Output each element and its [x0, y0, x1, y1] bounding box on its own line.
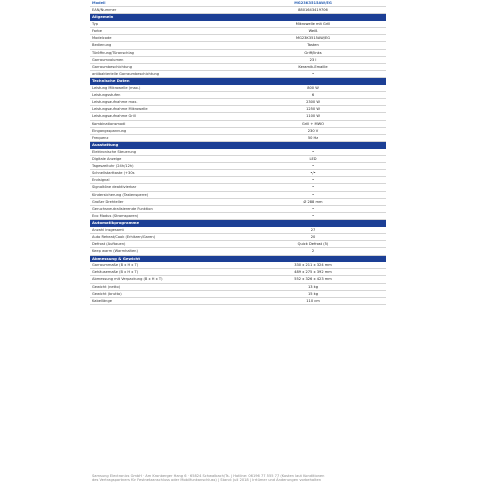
- spec-row-4-5: [90, 298, 386, 305]
- spec-row-1-5: [90, 121, 386, 128]
- spec-row-2-3: [90, 170, 386, 177]
- spec-row-3-0: [90, 227, 386, 234]
- spec-label: Leistungsaufnahme Grill: [92, 114, 136, 119]
- spec-sheet: [90, 0, 386, 305]
- spec-label: Leistungsstufen: [92, 92, 121, 97]
- spec-label: Abmessung mit Verpackung (B x H x T): [92, 277, 163, 282]
- spec-row-3-1: [90, 234, 386, 241]
- spec-label: Frequenz: [92, 135, 109, 140]
- model-value: MG23K3515AW/EG: [294, 1, 332, 5]
- spec-label: antibakterielle Garraumbeschichtung: [92, 72, 160, 77]
- spec-label: EAN/Nummer: [92, 8, 117, 13]
- model-row: [90, 0, 386, 7]
- spec-value: Mikrowelle mit Grill: [295, 21, 331, 26]
- top-rows: [90, 7, 386, 14]
- spec-label: Keep warm (Warmhalten): [92, 249, 138, 254]
- spec-row-2-6: [90, 192, 386, 199]
- spec-value: •: [311, 178, 315, 183]
- spec-label: Garraumbeschichtung: [92, 64, 132, 69]
- spec-row-2-8: [90, 206, 386, 213]
- spec-value: 1100 W: [306, 114, 320, 119]
- section-header: Automatikprogramme: [90, 220, 386, 226]
- spec-row-1-0: [90, 85, 386, 92]
- spec-value: 110 cm: [306, 298, 320, 303]
- spec-label: Defrost (Auftauen): [92, 242, 126, 247]
- spec-label: Kombinationsmodi: [92, 121, 126, 126]
- spec-label: Schnellstarttaste (+30s: [92, 171, 135, 176]
- section-header: Technische Daten: [90, 78, 386, 84]
- spec-label: Endsignal: [92, 178, 110, 183]
- spec-label: Bedienung: [92, 43, 112, 48]
- spec-value: 2300 W: [306, 100, 320, 105]
- spec-label: Signaltöne deaktivierbar: [92, 185, 137, 190]
- spec-row-1-3: [90, 106, 386, 113]
- spec-value: 20: [310, 235, 316, 239]
- spec-label: Anzahl insgesamt: [92, 227, 124, 232]
- spec-value: 8801643419706: [298, 8, 328, 13]
- spec-row-2-7: [90, 199, 386, 206]
- spec-value: 15 kg: [307, 291, 319, 296]
- spec-row-0-7: [90, 71, 386, 78]
- spec-row-0-1: [90, 28, 386, 35]
- spec-label: Garraumvolumen: [92, 57, 124, 62]
- section-header: Allgemein: [90, 14, 386, 20]
- spec-value: •: [311, 192, 315, 197]
- spec-value: 6: [311, 92, 315, 97]
- spec-value: MG23K3515AW/EG: [295, 36, 331, 41]
- spec-label: Kindersicherung (Tastensperre): [92, 192, 149, 197]
- spec-row-4-2: [90, 276, 386, 283]
- spec-label: Typ: [92, 21, 99, 26]
- spec-value: 330 x 211 x 324 mm: [294, 262, 332, 267]
- spec-label: Leistungsaufnahme max.: [92, 100, 138, 105]
- spec-value: •: [311, 163, 315, 168]
- spec-value: 552 x 326 x 423 mm: [294, 277, 332, 282]
- spec-row-0-5: [90, 57, 386, 64]
- spec-value: 27: [310, 227, 316, 232]
- spec-label: Geruchsneutralisierende Funktion: [92, 207, 153, 212]
- spec-value: •: [311, 214, 315, 219]
- spec-row-top-0: [90, 7, 386, 14]
- spec-value: 230 V: [307, 128, 319, 133]
- spec-label: Eco Modus (Stromsparen): [92, 214, 139, 219]
- spec-value: LED: [309, 156, 317, 161]
- spec-row-1-2: [90, 99, 386, 106]
- spec-label: Gehäusemaße (B x H x T): [92, 270, 139, 275]
- spec-row-2-4: [90, 177, 386, 184]
- spec-row-2-0: [90, 149, 386, 156]
- spec-row-4-3: [90, 284, 386, 291]
- spec-label: Türöffnung/Türanschlag: [92, 50, 134, 55]
- spec-value: 800 W: [307, 85, 319, 90]
- spec-label: Farbe: [92, 28, 102, 33]
- spec-value: Keramik-Emaille: [298, 64, 328, 69]
- spec-row-4-4: [90, 291, 386, 298]
- spec-label: Auto Reheat/Cook (Erhitzen/Garen): [92, 235, 156, 239]
- spec-row-2-2: [90, 163, 386, 170]
- spec-value: 489 x 275 x 392 mm: [294, 270, 332, 275]
- footer-line-1: Samsung Electronics GmbH · Am Kronberger Hang 6 · 65824 Schwalbach/Ts. | Hotline: 06196 77 555 77 (Kosten laut Konditionen: [92, 474, 325, 478]
- spec-label: Digitale Anzeige: [92, 156, 122, 161]
- spec-value: 23 l: [309, 57, 317, 62]
- spec-value: Quick Defrost (5): [297, 242, 329, 247]
- spec-value: Griff/links: [304, 50, 322, 55]
- spec-label: Kabellänge: [92, 298, 112, 303]
- spec-value: •: [311, 185, 315, 190]
- spec-label: Tageszeituhr (24h/12h): [92, 163, 134, 168]
- spec-value: Grill + MWO: [301, 121, 325, 126]
- spec-value: 1250 W: [306, 107, 320, 112]
- spec-sections: [90, 14, 386, 305]
- spec-label: Gewicht (netto): [92, 284, 121, 289]
- section-header: Ausstattung: [90, 142, 386, 148]
- spec-row-1-7: [90, 135, 386, 142]
- spec-label: Elektronische Steuerung: [92, 149, 137, 154]
- footer: [92, 474, 392, 483]
- spec-row-2-5: [90, 184, 386, 191]
- spec-label: Gewicht (brutto): [92, 291, 122, 296]
- spec-row-2-9: [90, 213, 386, 220]
- spec-label: Modelcode: [92, 36, 112, 41]
- section-header: Abmessung & Gewicht: [90, 256, 386, 262]
- spec-value: 50 Hz: [307, 135, 319, 140]
- spec-row-0-4: [90, 50, 386, 57]
- spec-value: •: [311, 149, 315, 154]
- spec-row-0-0: [90, 21, 386, 28]
- spec-value: •: [311, 207, 315, 212]
- spec-row-3-3: [90, 248, 386, 255]
- spec-row-0-2: [90, 35, 386, 42]
- spec-label: Garraummaße (B x H x T): [92, 262, 139, 267]
- spec-row-0-3: [90, 42, 386, 49]
- spec-row-1-1: [90, 92, 386, 99]
- spec-row-4-0: [90, 262, 386, 269]
- spec-value: •/•: [310, 171, 316, 176]
- spec-row-1-4: [90, 113, 386, 120]
- spec-value: 13 kg: [307, 284, 319, 289]
- spec-row-3-2: [90, 241, 386, 248]
- footer-line-2: des Vertragspartners für Festnetzanschluss oder Mobilfunkanschluss) | Stand: Juli 2018 | Irrtümer und Änderungen vorbehalten: [92, 478, 322, 483]
- spec-value: Tasten: [307, 43, 319, 48]
- model-label: Modell: [92, 1, 106, 5]
- spec-row-4-1: [90, 269, 386, 276]
- spec-value: Weiß: [308, 28, 318, 33]
- spec-row-2-1: [90, 156, 386, 163]
- spec-row-1-6: [90, 128, 386, 135]
- spec-row-0-6: [90, 64, 386, 71]
- spec-value: •: [311, 72, 315, 77]
- spec-value: Ø 288 mm: [303, 199, 323, 204]
- spec-label: Leistung Mikrowelle (max.): [92, 85, 141, 90]
- spec-label: Eingangsspannung: [92, 128, 127, 133]
- spec-label: Großer Drehteller: [92, 199, 124, 204]
- spec-label: Leistungsaufnahme Mikrowelle: [92, 107, 148, 112]
- spec-value: 2: [311, 249, 315, 254]
